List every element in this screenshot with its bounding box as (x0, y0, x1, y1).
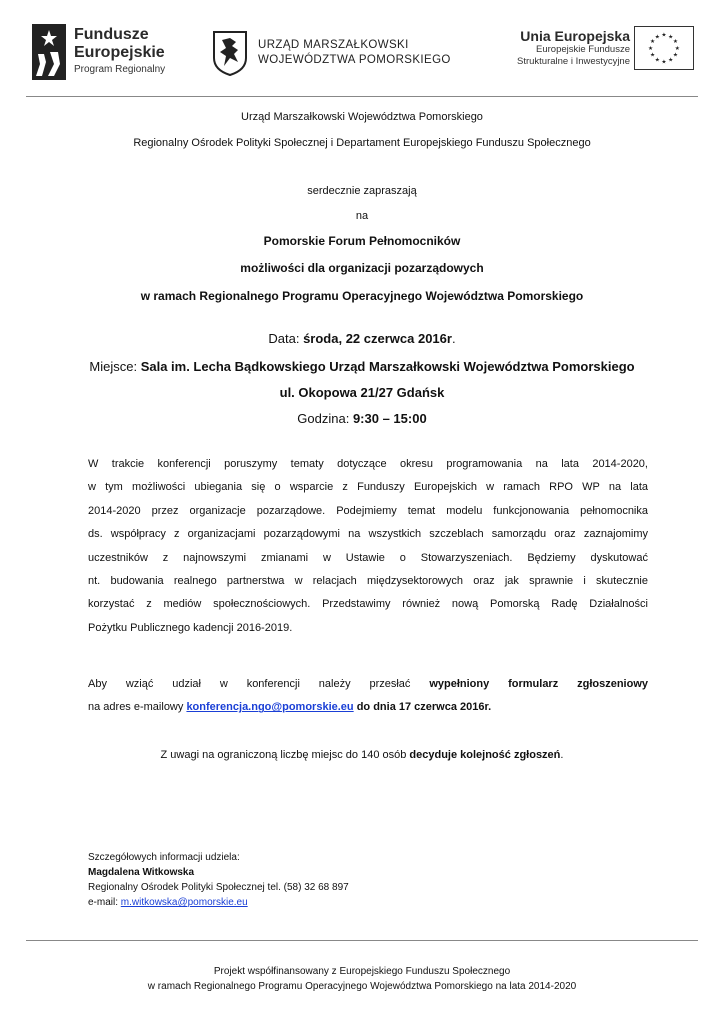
event-title-line-1: Pomorskie Forum Pełnomocników (263, 234, 461, 248)
description-line: W trakcie konferencji poruszymy tematy dotyczące okresu programowania na lata 2014-2020, (88, 458, 648, 470)
registration-paragraph (88, 673, 648, 720)
contact-intro: Szczegółowych informacji udziela: (88, 852, 240, 863)
event-date (40, 331, 684, 346)
contact-block (88, 850, 349, 910)
header-logos (26, 18, 698, 98)
ue-logo-line1: Unia Europejska (520, 28, 630, 44)
date-suffix: . (451, 331, 456, 346)
unia-europejska-logo (490, 26, 700, 86)
registration-form-bold: wypełniony formularz zgłoszeniowy (429, 678, 648, 690)
invite-line-2: na (355, 210, 369, 222)
svg-text:★: ★ (654, 34, 660, 41)
registration-text-1: Aby wziąć udział w konferencji należy przesłać (88, 678, 430, 690)
header-divider (26, 96, 698, 97)
eu-flag-stars-icon (634, 26, 694, 70)
event-time (40, 411, 684, 426)
footer-line-2: w ramach Regionalnego Programu Operacyjnego Województwa Pomorskiego na lata 2014-2020 (147, 981, 577, 992)
seat-limit-note (40, 749, 684, 761)
place-value: Sala im. Lecha Bądkowskiego Urząd Marszałkowski Województwa Pomorskiego (140, 359, 635, 374)
registration-line-2 (88, 696, 648, 719)
ue-logo-line3: Strukturalne i Inwestycyjne (517, 56, 630, 67)
description-paragraph (88, 453, 648, 640)
svg-text:★: ★ (661, 32, 667, 39)
description-line: w tym możliwości ubiegania się o wsparcie z Funduszy Europejskich w ramach RPO WP na lata (88, 481, 648, 494)
registration-text-2: na adres e-mailowy (88, 701, 187, 714)
organizer-line-1: Urząd Marszałkowski Województwa Pomorskiego (241, 111, 483, 123)
event-place (40, 359, 684, 374)
event-title-line-3: w ramach Regionalnego Programu Operacyjnego Województwa Pomorskiego (140, 289, 584, 303)
place-label: Miejsce: (89, 359, 141, 374)
limit-suffix: . (560, 749, 564, 761)
registration-line-1 (88, 673, 648, 696)
svg-text:★: ★ (674, 45, 680, 52)
svg-text:★: ★ (672, 39, 679, 46)
footer-line-1: Projekt współfinansowany z Europejskiego Funduszu Społecznego (213, 966, 511, 977)
limit-text: Z uwagi na ograniczoną liczbę miejsc do 140 osób (160, 749, 410, 761)
contact-name: Magdalena Witkowska (88, 867, 195, 878)
contact-org-phone: Regionalny Ośrodek Polityki Społecznej tel. (58) 32 68 897 (88, 882, 349, 893)
griffin-crest-icon (212, 30, 248, 76)
svg-text:★: ★ (649, 39, 656, 46)
limit-bold: decyduje kolejność zgłoszeń (409, 749, 561, 761)
fe-logo-line2: Europejskie (74, 44, 165, 61)
date-value: środa, 22 czerwca 2016r (303, 331, 452, 346)
organizer-line-2: Regionalny Ośrodek Polityki Społecznej i Departament Europejskiego Funduszu Społecznego (133, 137, 591, 149)
svg-text:★: ★ (668, 57, 674, 64)
fe-logo-line1: Fundusze (74, 26, 149, 43)
description-line: korzystać z mediów społecznościowych. Przedstawimy również nową Pomorską Radę Działalności (88, 598, 648, 611)
fundusze-europejskie-logo (32, 24, 202, 84)
footer-divider (26, 940, 698, 941)
time-value: 9:30 – 15:00 (352, 411, 427, 426)
registration-email-link[interactable]: konferencja.ngo@pomorskie.eu (186, 701, 354, 714)
ue-logo-line2: Europejskie Fundusze (536, 44, 630, 55)
event-address: ul. Okopowa 21/27 Gdańsk (279, 385, 445, 400)
urzad-marszalkowski-logo (212, 30, 462, 80)
description-line: 2014-2020 przez organizacje pozarządowe. Podejmiemy temat modelu funkcjonowania pełnomocnika (88, 504, 648, 517)
description-line: uczestników z najnowszymi zmianami w Ustawie o Stowarzyszeniach. Będziemy dyskutować (88, 551, 648, 564)
registration-deadline: do dnia 17 czerwca 2016r. (353, 701, 492, 714)
description-line: ds. współpracy z organizacjami pozarządowymi na wszystkich szczeblach samorządu oraz zaznajomimy (88, 528, 648, 541)
fe-logo-line3: Program Regionalny (74, 64, 166, 75)
contact-email-line (88, 895, 349, 910)
event-title-line-2: możliwości dla organizacji pozarządowych (240, 261, 484, 275)
invite-line-1: serdecznie zapraszają (307, 185, 417, 197)
svg-text:★: ★ (649, 52, 656, 59)
contact-email-link[interactable]: m.witkowska@pomorskie.eu (120, 897, 248, 908)
description-line: Pożytku Publicznego kadencji 2016-2019. (88, 621, 293, 634)
svg-text:★: ★ (661, 59, 667, 66)
contact-email-label: e-mail: (88, 897, 121, 908)
umwp-logo-line1: URZĄD MARSZAŁKOWSKI (258, 39, 409, 51)
umwp-logo-line2: WOJEWÓDZTWA POMORSKIEGO (258, 54, 451, 66)
date-label: Data: (268, 331, 304, 346)
description-line: nt. budowania realnego partnerstwa w relacjach międzysektorowych oraz jak sprawnie i skutecznie (88, 575, 648, 588)
svg-text:★: ★ (668, 34, 674, 41)
svg-text:★: ★ (648, 45, 654, 52)
svg-text:★: ★ (672, 52, 679, 59)
svg-text:★: ★ (654, 57, 660, 64)
fundusze-europejskie-mark-icon (32, 24, 66, 80)
time-label: Godzina: (297, 411, 353, 426)
